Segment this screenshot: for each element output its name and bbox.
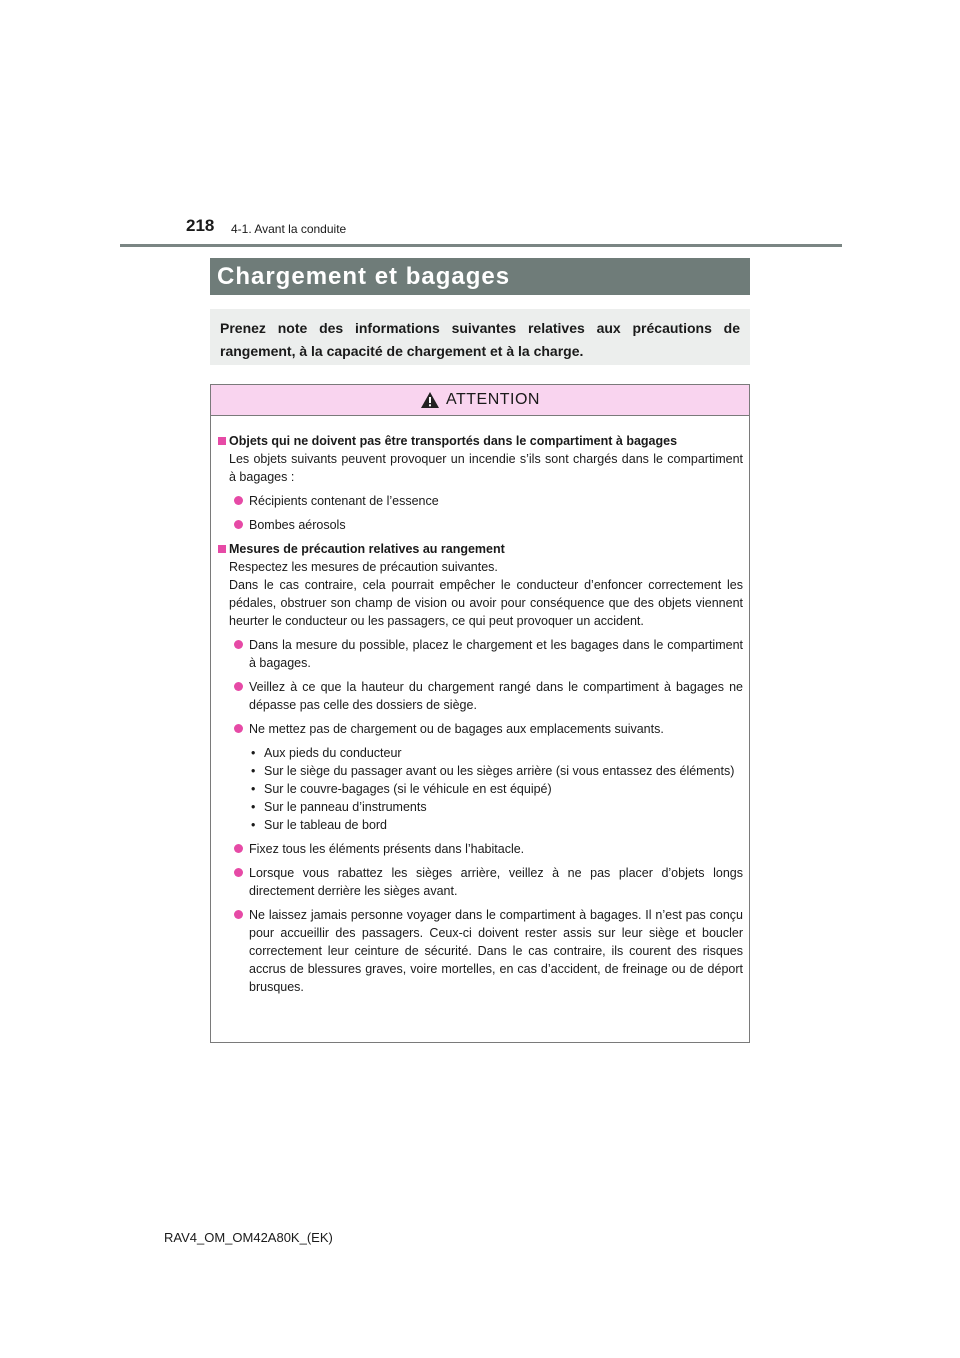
list-item: Fixez tous les éléments présents dans l’habitacle. <box>218 840 743 858</box>
section-reference: 4-1. Avant la conduite <box>231 222 347 236</box>
intro-box: Prenez note des informations suivantes relatives aux précautions de rangement, à la capacité de chargement et à la charge. <box>210 309 750 365</box>
warning-label: ATTENTION <box>446 391 540 408</box>
list-item: Ne laissez jamais personne voyager dans le compartiment à bagages. Il n’est pas conçu pour accueillir des passagers. Ceux-ci doivent rester assis sur leur siège et boucler correctement leur ceinture de sécurité. Dans le cas contraire, ils courent des risques accrus de blessures graves, voire mortelles, en cas d’accident, de freinage ou de déport brusques. <box>218 906 743 996</box>
round-bullet-icon <box>234 910 243 919</box>
page-number: 218 <box>186 216 215 235</box>
warning-header <box>211 385 749 416</box>
document-code: RAV4_OM_OM42A80K_(EK) <box>164 1230 333 1245</box>
round-bullet-icon <box>234 496 243 505</box>
square-marker-icon <box>218 437 226 445</box>
list-item: Veillez à ce que la hauteur du chargement rangé dans le compartiment à bagages ne dépasse pas celle des dossiers de siège. <box>218 678 743 714</box>
sub-list-item: • Sur le couvre-bagages (si le véhicule en est équipé) <box>251 782 552 796</box>
paragraph: Dans le cas contraire, cela pourrait empêcher le conducteur d’enfoncer correctement les pédales, obstruer son champ de vision ou avoir pour conséquence que des objets viennent heurter le conducteur ou les passagers, ce qui peut provoquer un accident. <box>229 578 743 628</box>
warning-body <box>211 416 749 996</box>
sub-list-item: • Aux pieds du conducteur <box>251 746 402 760</box>
list-item: Récipients contenant de l’essence <box>218 492 743 510</box>
page-title: Chargement et bagages <box>210 258 750 295</box>
warning-box <box>210 384 750 1043</box>
sub-list-item: • Sur le tableau de bord <box>251 818 388 832</box>
round-bullet-icon <box>234 640 243 649</box>
list-item: Dans la mesure du possible, placez le chargement et les bagages dans le compartiment à bagages. <box>218 636 743 672</box>
section-heading-storage-precautions: Mesures de précaution relatives au rangement <box>218 540 743 558</box>
warning-triangle-icon <box>420 391 440 409</box>
paragraph: Les objets suivants peuvent provoquer un incendie s’ils sont chargés dans le compartiment à bagages : <box>229 452 743 484</box>
header-divider <box>120 244 842 247</box>
list-item: Bombes aérosols <box>218 516 743 534</box>
square-marker-icon <box>218 545 226 553</box>
list-item: Ne mettez pas de chargement ou de bagages aux emplacements suivants. <box>218 720 743 738</box>
sub-list-item: • Sur le panneau d’instruments <box>251 800 427 814</box>
sub-list-item: • Sur le siège du passager avant ou les sièges arrière (si vous entassez des éléments) <box>251 764 735 778</box>
round-bullet-icon <box>234 724 243 733</box>
paragraph: Respectez les mesures de précaution suivantes. <box>229 560 498 574</box>
list-item: Lorsque vous rabattez les sièges arrière, veillez à ne pas placer d’objets longs directement derrière les sièges avant. <box>218 864 743 900</box>
round-bullet-icon <box>234 520 243 529</box>
round-bullet-icon <box>234 844 243 853</box>
round-bullet-icon <box>234 682 243 691</box>
section-heading-forbidden-items: Objets qui ne doivent pas être transportés dans le compartiment à bagages <box>218 432 743 450</box>
round-bullet-icon <box>234 868 243 877</box>
